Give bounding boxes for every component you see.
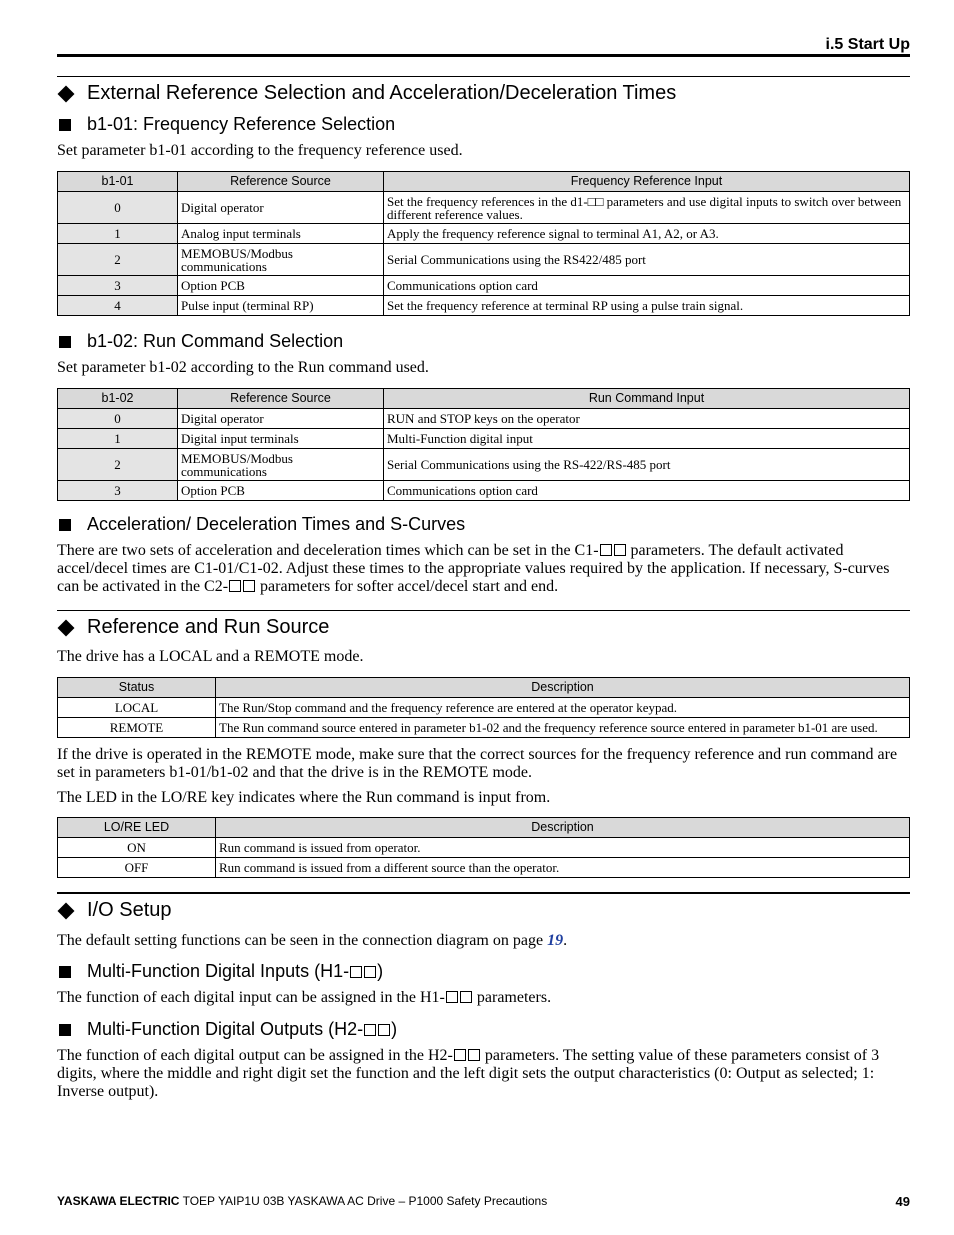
square-bullet-icon xyxy=(59,119,71,131)
reference-input: Serial Communications using the RS422/485 port xyxy=(384,244,910,276)
placeholder-box-icon xyxy=(350,966,362,978)
digital-inputs-paragraph xyxy=(57,989,910,1007)
section-header: i.5 Start Up xyxy=(825,36,910,53)
section-heading-external-reference xyxy=(57,82,676,105)
table-row xyxy=(58,858,910,878)
table-row xyxy=(58,429,910,449)
reference-run-intro: The drive has a LOCAL and a REMOTE mode. xyxy=(57,648,364,665)
reference-input: Communications option card xyxy=(384,276,910,296)
table-row xyxy=(58,296,910,316)
setting-value: 2 xyxy=(58,449,178,481)
led-description: Run command is issued from a different source than the operator. xyxy=(216,858,910,878)
column-header: b1-01 xyxy=(58,172,178,192)
run-command-input: RUN and STOP keys on the operator xyxy=(384,409,910,429)
status-description: The Run/Stop command and the frequency reference are entered at the operator keypad. xyxy=(216,698,910,718)
diamond-bullet-icon xyxy=(58,619,75,636)
lo-re-led-table xyxy=(57,817,910,878)
page-footer xyxy=(57,1194,547,1208)
subheading-digital-outputs xyxy=(57,1019,397,1040)
column-header: Reference Source xyxy=(178,389,384,409)
placeholder-box-icon xyxy=(460,991,472,1003)
square-bullet-icon xyxy=(59,1024,71,1036)
diamond-bullet-icon xyxy=(58,85,75,102)
subheading-digital-inputs xyxy=(57,961,383,982)
table-row xyxy=(58,244,910,276)
b1-02-intro: Set parameter b1-02 according to the Run command used. xyxy=(57,359,429,376)
placeholder-box-icon xyxy=(378,1024,390,1036)
page-number: 49 xyxy=(895,1194,910,1209)
reference-input: Apply the frequency reference signal to terminal A1, A2, or A3. xyxy=(384,224,910,244)
paragraph-text: The function of each digital input can be assigned in the H1- xyxy=(57,989,445,1006)
subheading-text: ) xyxy=(377,961,384,981)
paragraph-text: There are two sets of acceleration and deceleration times which can be set in the C1- xyxy=(57,542,599,559)
paragraph-text: The function of each digital output can be assigned in the H2- xyxy=(57,1047,453,1064)
column-header: Status xyxy=(58,678,216,698)
table-header-row xyxy=(58,818,910,838)
subheading-text: ) xyxy=(391,1019,398,1039)
footer-document: TOEP YAIP1U 03B YASKAWA AC Drive – P1000 Safety Precautions xyxy=(179,1194,548,1208)
run-command-input: Serial Communications using the RS-422/RS-485 port xyxy=(384,449,910,481)
io-setup-intro xyxy=(57,932,910,950)
status-value: REMOTE xyxy=(58,718,216,738)
led-description: Run command is issued from operator. xyxy=(216,838,910,858)
table-row xyxy=(58,838,910,858)
table-row xyxy=(58,409,910,429)
reference-source: Digital operator xyxy=(178,192,384,224)
table-header-row xyxy=(58,678,910,698)
placeholder-box-icon xyxy=(468,1049,480,1061)
subheading-b1-01 xyxy=(57,114,395,135)
section-heading-reference-run-source xyxy=(57,616,329,639)
subheading-b1-02 xyxy=(57,331,343,352)
reference-source: MEMOBUS/Modbus communications xyxy=(178,244,384,276)
placeholder-box-icon xyxy=(364,1024,376,1036)
table-row xyxy=(58,718,910,738)
setting-value: 1 xyxy=(58,224,178,244)
table-row xyxy=(58,224,910,244)
table-header-row xyxy=(58,172,910,192)
column-header: Reference Source xyxy=(178,172,384,192)
reference-source: Option PCB xyxy=(178,276,384,296)
setting-value: 4 xyxy=(58,296,178,316)
paragraph-text: The default setting functions can be seen in the connection diagram on page xyxy=(57,932,548,949)
placeholder-box-icon xyxy=(446,991,458,1003)
reference-source: Analog input terminals xyxy=(178,224,384,244)
column-header: Description xyxy=(216,678,910,698)
square-bullet-icon xyxy=(59,519,71,531)
paragraph-text: . xyxy=(563,932,568,949)
reference-source: MEMOBUS/Modbus communications xyxy=(178,449,384,481)
reference-source: Digital input terminals xyxy=(178,429,384,449)
status-description: The Run command source entered in parameter b1-02 and the frequency reference source entered in parameter b1-01 are used. xyxy=(216,718,910,738)
setting-value: 1 xyxy=(58,429,178,449)
subheading-accel-decel xyxy=(57,514,465,535)
local-remote-table xyxy=(57,677,910,738)
paragraph-text: parameters for softer accel/decel start and end. xyxy=(256,578,559,595)
placeholder-box-icon xyxy=(229,580,241,592)
section-divider xyxy=(57,76,910,77)
paragraph-text: parameters. The setting value of these parameters consist of 3 digits, where the middle and right digit set the function and the left digit sets the output characteristics (0: Output as selected; 1: Inverse output). xyxy=(57,1047,880,1100)
page-link[interactable]: 19 xyxy=(547,932,564,949)
heading-text: External Reference Selection and Acceleration/Deceleration Times xyxy=(87,82,677,104)
column-header: b1-02 xyxy=(58,389,178,409)
reference-input: Set the frequency reference at terminal RP using a pulse train signal. xyxy=(384,296,910,316)
table-row xyxy=(58,276,910,296)
section-divider xyxy=(57,892,910,894)
run-command-input: Multi-Function digital input xyxy=(384,429,910,449)
reference-source: Option PCB xyxy=(178,481,384,501)
table-row xyxy=(58,481,910,501)
square-bullet-icon xyxy=(59,336,71,348)
reference-input: Set the frequency references in the d1-□□ parameters and use digital inputs to switch over between different reference values. xyxy=(384,192,910,224)
heading-text: I/O Setup xyxy=(87,899,172,921)
footer-brand: YASKAWA ELECTRIC xyxy=(57,1194,180,1208)
column-header: Frequency Reference Input xyxy=(384,172,910,192)
column-header: Description xyxy=(216,818,910,838)
setting-value: 0 xyxy=(58,192,178,224)
table-row xyxy=(58,698,910,718)
placeholder-box-icon xyxy=(364,966,376,978)
setting-value: 3 xyxy=(58,481,178,501)
reference-source: Digital operator xyxy=(178,409,384,429)
square-bullet-icon xyxy=(59,966,71,978)
placeholder-box-icon xyxy=(454,1049,466,1061)
section-divider xyxy=(57,610,910,611)
subheading-text: Multi-Function Digital Inputs (H1- xyxy=(87,961,350,981)
heading-text: Reference and Run Source xyxy=(87,616,330,638)
placeholder-box-icon xyxy=(243,580,255,592)
digital-outputs-paragraph xyxy=(57,1047,910,1101)
remote-mode-paragraph: If the drive is operated in the REMOTE mode, make sure that the correct sources for the frequency reference and run command are set in parameters b1-01/b1-02 and that the drive is in the REMOTE mode. xyxy=(57,746,898,781)
placeholder-box-icon xyxy=(600,544,612,556)
lo-re-led-paragraph: The LED in the LO/RE key indicates where the Run command is input from. xyxy=(57,789,551,806)
setting-value: 3 xyxy=(58,276,178,296)
subheading-text: b1-01: Frequency Reference Selection xyxy=(87,114,396,134)
column-header: LO/RE LED xyxy=(58,818,216,838)
placeholder-box-icon xyxy=(614,544,626,556)
section-heading-io-setup xyxy=(57,899,172,922)
subheading-text: Multi-Function Digital Outputs (H2- xyxy=(87,1019,364,1039)
status-value: LOCAL xyxy=(58,698,216,718)
table-header-row xyxy=(58,389,910,409)
table-row xyxy=(58,192,910,224)
b1-01-intro: Set parameter b1-01 according to the frequency reference used. xyxy=(57,142,463,159)
table-row xyxy=(58,449,910,481)
setting-value: 0 xyxy=(58,409,178,429)
led-state: OFF xyxy=(58,858,216,878)
diamond-bullet-icon xyxy=(58,902,75,919)
run-command-input: Communications option card xyxy=(384,481,910,501)
subheading-text: b1-02: Run Command Selection xyxy=(87,331,344,351)
paragraph-text: parameters. The default activated accel/decel times are C1-01/C1-02. Adjust these times to the appropriate values required by the application. If necessary, S-curves can be activated in the C2- xyxy=(57,542,890,595)
paragraph-text: parameters. xyxy=(472,989,552,1006)
header-rule xyxy=(57,54,910,57)
reference-source: Pulse input (terminal RP) xyxy=(178,296,384,316)
b1-01-table xyxy=(57,171,910,316)
column-header: Run Command Input xyxy=(384,389,910,409)
setting-value: 2 xyxy=(58,244,178,276)
accel-decel-paragraph xyxy=(57,542,910,596)
led-state: ON xyxy=(58,838,216,858)
subheading-text: Acceleration/ Deceleration Times and S-Curves xyxy=(87,514,466,534)
b1-02-table xyxy=(57,388,910,501)
